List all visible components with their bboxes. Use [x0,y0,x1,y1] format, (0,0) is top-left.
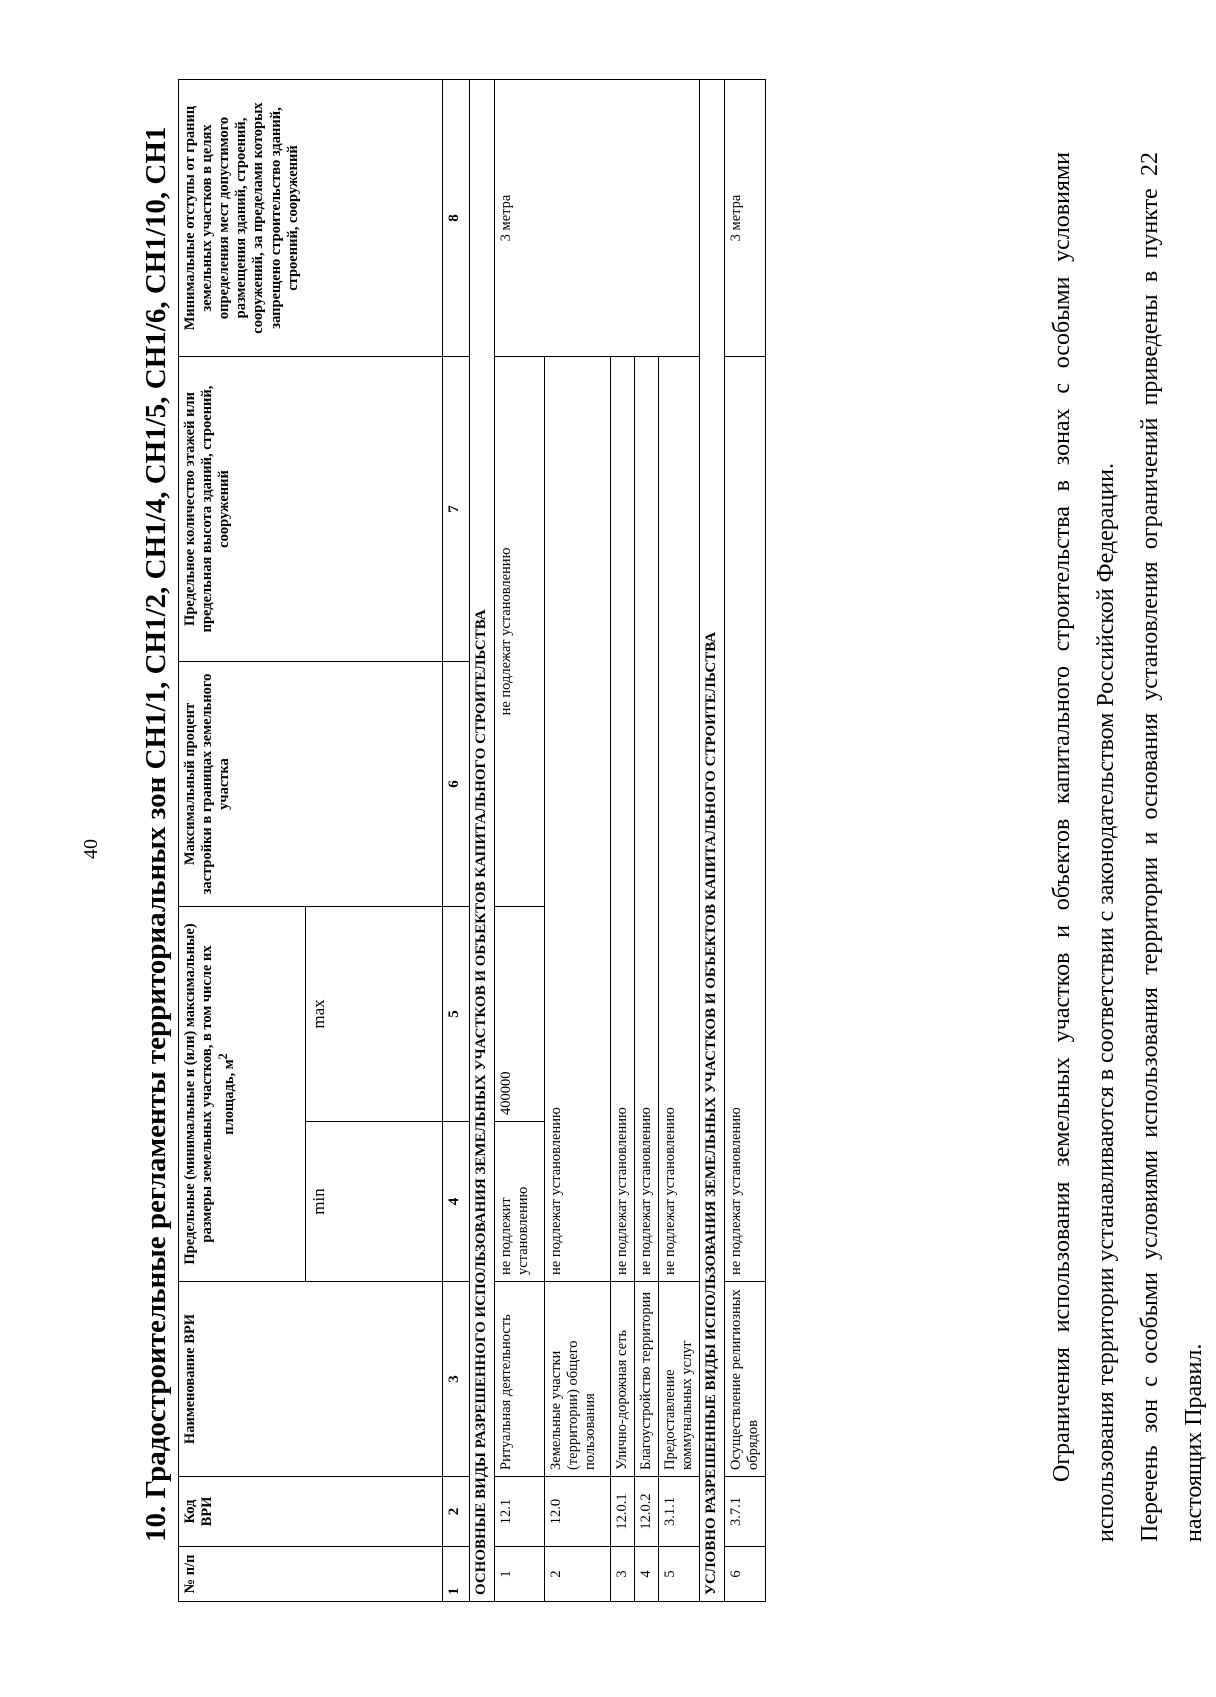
section-title-main: ОСНОВНЫЕ ВИДЫ РАЗРЕШЕННОГО ИСПОЛЬЗОВАНИЯ ЗЕМЕЛЬНЫХ УЧАСТКОВ И ОБЪЕКТОВ КАПИТАЛЬНОГО СТРОИТЕЛЬСТВА [470,80,495,1602]
header-sizes-sup: 2 [216,1053,231,1060]
header-name: Наименование ВРИ [179,1282,443,1477]
cell-code: 3.7.1 [724,1477,765,1547]
cell-minmax: не подлежат установлению [634,357,658,1282]
page-number: 40 [80,839,102,859]
cell-code: 3.1.1 [658,1477,699,1547]
table-row [494,80,544,1602]
cell-setback: 3 метра [494,80,699,357]
section-row-main [470,80,495,1602]
cell-minmax: не подлежат установлению [724,357,765,1282]
column-numbers-row [443,80,470,1602]
cell-percent-floors: не подлежат установлению [494,357,544,907]
cell-num: 6 [724,1547,765,1602]
header-num: № п/п [179,1547,443,1602]
paragraph-restrictions: Ограничения использования земельных участков и объектов капитального строительства в зонах с особыми условиями использования территории устанавливаются в соответствии с законодательством Российской Федерации. [1049,152,1119,1542]
header-min: min [306,1122,443,1282]
cell-max: 400000 [494,907,544,1122]
cell-minmax: не подлежат установлению [610,357,634,1282]
paragraph-zones-list: Перечень зон с особыми условиями использования территории и основания установления ограничений приведены в пункте 22 настоящих Правил. [1137,152,1207,1542]
cell-minmax: не подлежат установлению [658,357,699,1282]
cell-name: Земельные участки (территории) общего пользования [544,1282,610,1477]
cell-minmax: не подлежат установлению [544,357,610,1282]
column-number: 1 [443,1547,470,1602]
cell-num: 2 [544,1547,610,1602]
column-number: 4 [443,1122,470,1282]
cell-name: Осуществление религиозных обрядов [724,1282,765,1477]
header-percent: Максимальный процент застройки в границах земельного участка [179,662,443,907]
cell-num: 4 [634,1547,658,1602]
section-title-conditional: УСЛОВНО РАЗРЕШЕННЫЕ ВИДЫ ИСПОЛЬЗОВАНИЯ ЗЕМЕЛЬНЫХ УЧАСТКОВ И ОБЪЕКТОВ КАПИТАЛЬНОГО СТРОИТЕЛЬСТВА [700,80,725,1602]
header-max: max [306,907,443,1122]
cell-code: 12.0 [544,1477,610,1547]
column-number: 5 [443,907,470,1122]
header-floors: Предельное количество этажей или предельная высота зданий, строений, сооружений [179,357,443,662]
cell-min: не подлежит установлению [494,1122,544,1282]
table-row [724,80,765,1602]
cell-num: 1 [494,1547,544,1602]
cell-name: Предоставление коммунальных услуг [658,1282,699,1477]
cell-num: 3 [610,1547,634,1602]
table-header-row [179,80,306,1602]
cell-num: 5 [658,1547,699,1602]
cell-name: Ритуальная деятельность [494,1282,544,1477]
header-code: Код ВРИ [179,1477,443,1547]
section-row-conditional [700,80,725,1602]
header-setbacks: Минимальные отступы от границ земельных участков в целях определения мест допустимого размещения зданий, строений, сооружений, за пределами которых запрещено строительство зданий, строений, сооружений [179,80,443,357]
regulations-table [178,79,766,1602]
cell-code: 12.0.2 [634,1477,658,1547]
page-title: 10. Градостроительные регламенты территориальных зон СН1/1, СН1/2, СН1/4, СН1/5, СН1/6, СН1/10, СН1 [140,126,172,1542]
column-number: 2 [443,1477,470,1547]
header-sizes [179,907,306,1282]
cell-name: Благоустройство территории [634,1282,658,1477]
cell-code: 12.0.1 [610,1477,634,1547]
column-number: 3 [443,1282,470,1477]
cell-code: 12.1 [494,1477,544,1547]
column-number: 8 [443,80,470,357]
column-number: 7 [443,357,470,662]
cell-setback: 3 метра [724,80,765,357]
header-sizes-text: Предельные (минимальные и (или) максимальные) размеры земельных участков, в том числе их площадь, м [182,923,238,1265]
column-number: 6 [443,662,470,907]
cell-name: Улично-дорожная сеть [610,1282,634,1477]
